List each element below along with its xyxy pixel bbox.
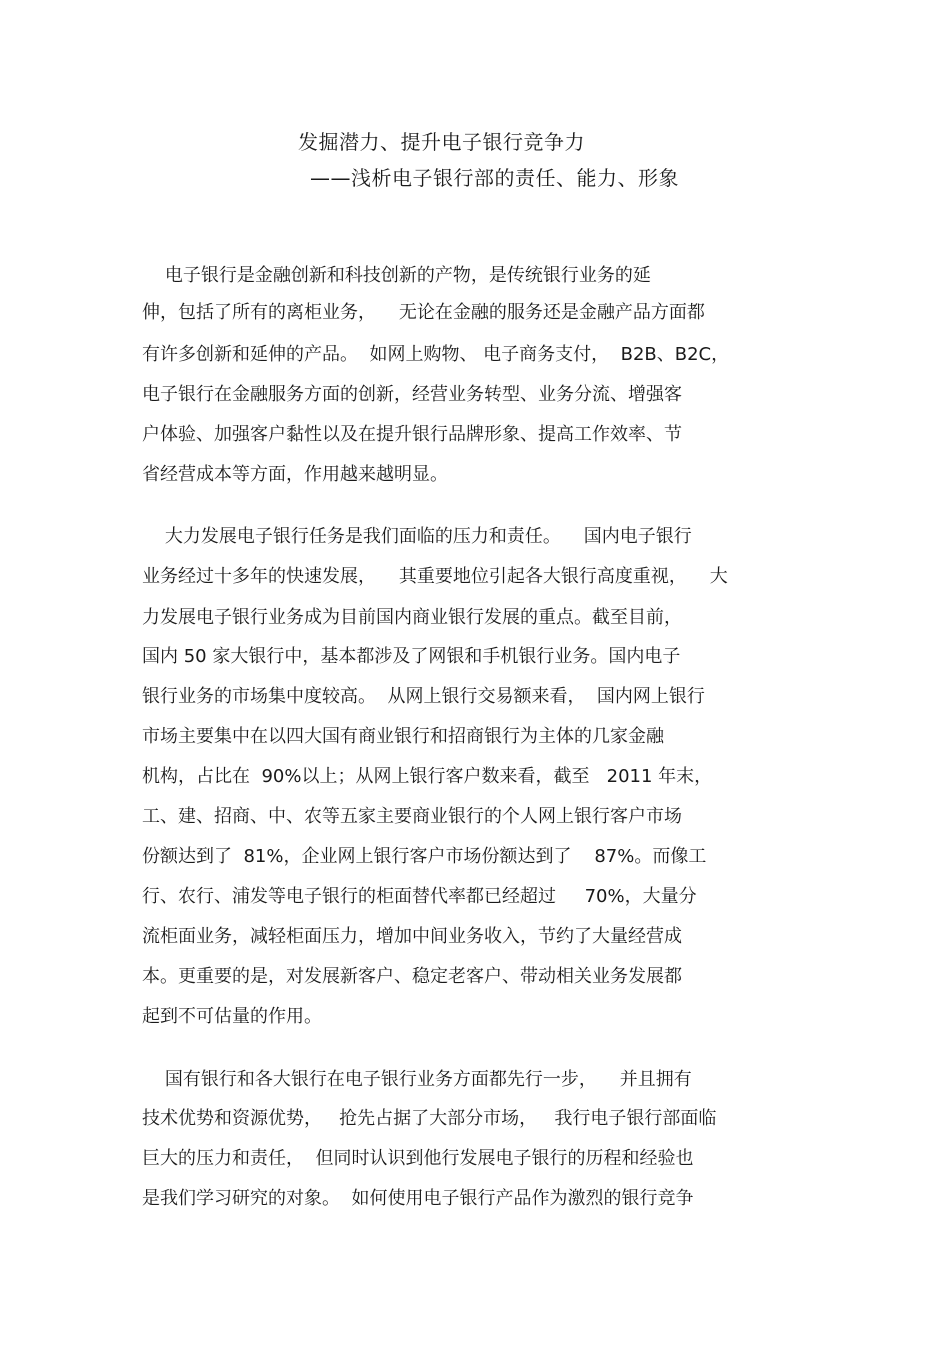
- document-subtitle: ——浅析电子银行部的责任、能力、形象: [310, 166, 679, 190]
- paragraph-3-line: 技术优势和资源优势， 抢先占据了大部分市场， 我行电子银行部面临: [142, 1108, 717, 1129]
- document-title: 发掘潜力、提升电子银行竞争力: [298, 130, 585, 154]
- paragraph-2-line: 工、建、招商、中、农等五家主要商业银行的个人网上银行客户市场: [142, 806, 682, 827]
- paragraph-2-line: 机构，占比在 90%以上；从网上银行客户数来看，截至 2011 年末，: [142, 766, 713, 787]
- paragraph-2-line: 市场主要集中在以四大国有商业银行和招商银行为主体的几家金融: [142, 726, 664, 747]
- paragraph-2-line: 份额达到了 81%，企业网上银行客户市场份额达到了 87%。而像工: [142, 846, 707, 867]
- paragraph-2-line: 大力发展电子银行任务是我们面临的压力和责任。 国内电子银行: [142, 526, 692, 547]
- paragraph-1-line: 有许多创新和延伸的产品。 如网上购物、 电子商务支付， B2B、B2C，: [142, 344, 730, 365]
- paragraph-1-line: 电子银行在金融服务方面的创新，经营业务转型、业务分流、增强客: [142, 384, 682, 405]
- paragraph-1-line: 电子银行是金融创新和科技创新的产物，是传统银行业务的延: [142, 265, 651, 286]
- paragraph-1-line: 省经营成本等方面，作用越来越明显。: [142, 464, 448, 485]
- paragraph-2-line: 行、农行、浦发等电子银行的柜面替代率都已经超过 70%，大量分: [142, 886, 697, 907]
- paragraph-2-line: 起到不可估量的作用。: [142, 1006, 322, 1027]
- paragraph-3-line: 巨大的压力和责任， 但同时认识到他行发展电子银行的历程和经验也: [142, 1148, 694, 1169]
- paragraph-2-line: 银行业务的市场集中度较高。 从网上银行交易额来看， 国内网上银行: [142, 686, 705, 707]
- paragraph-2-line: 流柜面业务，减轻柜面压力，增加中间业务收入，节约了大量经营成: [142, 926, 682, 947]
- paragraph-3-line: 国有银行和各大银行在电子银行业务方面都先行一步， 并且拥有: [142, 1069, 692, 1090]
- paragraph-3-line: 是我们学习研究的对象。 如何使用电子银行产品作为激烈的银行竞争: [142, 1188, 694, 1209]
- paragraph-2-line: 力发展电子银行业务成为目前国内商业银行发展的重点。截至目前，: [142, 607, 682, 628]
- paragraph-1-line: 伸，包括了所有的离柜业务， 无论在金融的服务还是金融产品方面都: [142, 302, 705, 323]
- paragraph-1-line: 户体验、加强客户黏性以及在提升银行品牌形象、提高工作效率、节: [142, 424, 682, 445]
- paragraph-2-line: 本。更重要的是，对发展新客户、稳定老客户、带动相关业务发展都: [142, 966, 682, 987]
- paragraph-2-line: 国内 50 家大银行中，基本都涉及了网银和手机银行业务。国内电子: [142, 646, 681, 667]
- paragraph-2-line: 业务经过十多年的快速发展， 其重要地位引起各大银行高度重视， 大: [142, 566, 728, 587]
